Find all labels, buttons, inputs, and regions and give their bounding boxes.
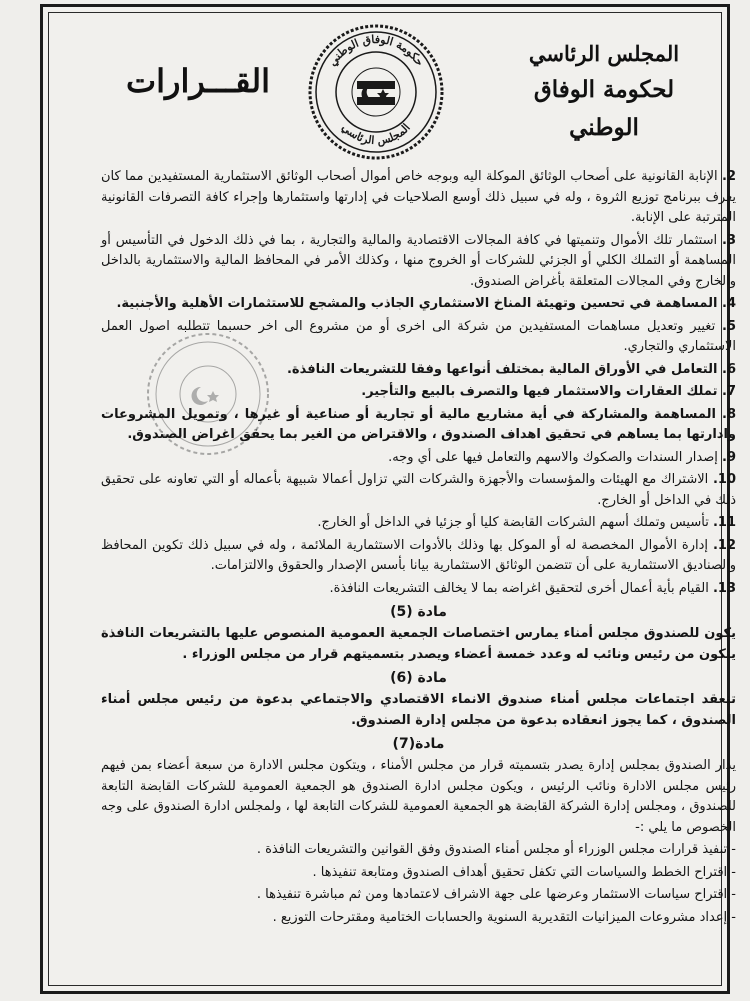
item-text: الإنابة القانونية على أصحاب الوثائق الموكلة اليه وبوجه خاص أموال أصحاب الوثائق الاستثمارية المستفيدين مما كان يعرف ببرنامج توزيع الثروة ، وله في سبيل ذلك أوسع الصلاحيات في إدارتها واستثمارها وإجراء كافة التصرفات القانونية المترتبة على الإنابة. <box>101 169 736 225</box>
list-item <box>101 231 736 293</box>
list-item: - اقتراح سياسات الاستثمار وعرضها على جهة الاشراف لاعتمادها ومن ثم مباشرة تنفيذها . <box>256 887 736 902</box>
article-5-text: يكون للصندوق مجلس أمناء يمارس اختصاصات الجمعية العمومية المنصوص عليها بالتشريعات النافذة يتكون من رئيس ونائب له وعدد خمسة أعضاء ويصدر بتسميتهم قرار من مجلس الوزراء . <box>101 626 736 662</box>
list-item <box>101 382 736 403</box>
item-text: الاشتراك مع الهيئات والمؤسسات والأجهزة والشركات التي تزاول أعمالا شبيهة بأعماله أو التي تعاونه على تحقيق ذلك في الداخل أو الخارج. <box>101 472 736 508</box>
article-6-text: تنعقد اجتماعات مجلس أمناء صندوق الانماء الاقتصادي والاجتماعي بدعوة من رئيس مجلس أمناء الصندوق ، كما يجوز انعقاده بدعوة من مجلس إدارة الصندوق. <box>101 692 736 728</box>
item-text: تأسيس وتملك أسهم الشركات القابضة كليا أو جزئيا في الداخل أو الخارج. <box>317 515 709 530</box>
list-item: - تنفيذ قرارات مجلس الوزراء أو مجلس أمناء الصندوق وفق القوانين والتشريعات النافذة . <box>256 842 736 857</box>
list-item <box>101 317 736 358</box>
list-item <box>101 294 736 315</box>
council-line-2: لحكومة الوفاق الوطني <box>533 76 675 141</box>
council-name <box>499 37 709 147</box>
list-item <box>101 448 736 469</box>
article-7-title: مادة(7) <box>392 736 445 752</box>
svg-text:المجلس الرئاسي <box>338 121 412 148</box>
item-text: استثمار تلك الأموال وتنميتها في كافة المجالات الاقتصادية والمالية والتجارية ، بما في ذلك الدخول في التأسيس أو المساهمة أو التملك الكلي أو الجزئي للشركات أو الخروج منها ، وكذلك الأمر في المحافظ المالية والاستثمارية بالداخل والخارج وفي المجالات المتعلقة بأغراض الصندوق. <box>101 232 736 289</box>
list-item <box>101 536 736 577</box>
list-item <box>101 167 736 229</box>
item-text: القيام بأية أعمال أخرى لتحقيق اغراضه بما لا يخالف التشريعات النافذة. <box>329 580 709 596</box>
article-7-duties <box>101 840 736 928</box>
article-5-title: مادة (5) <box>390 604 447 620</box>
item-text: تغيير وتعديل مساهمات المستفيدين من شركة الى اخرى أو من مشروع الى اخر حسبما تتطلبه اصول العمل الاستثماري والتجاري. <box>101 318 736 354</box>
government-seal <box>305 21 447 163</box>
letterhead <box>43 7 733 157</box>
seal-text-bottom: المجلس الرئاسي <box>339 120 413 148</box>
list-item <box>101 360 736 381</box>
item-text: المساهمة في تحسين وتهيئة المناخ الاستثماري الجاذب والمشجع للاستثمارات الأهلية والأجنبية. <box>116 296 718 311</box>
item-number: 2. <box>721 169 736 184</box>
item-text: إدارة الأموال المخصصة له أو الموكل بها وذلك بالأدوات الاستثمارية الملائمة ، وله في سبيل ذلك تكوين المحافظ والصناديق الاستثمارية على أن تتضمن الوثائق الاستثمارية بيانا بأسس الإصدار والحقوق والالتزامات. <box>101 537 736 573</box>
council-line-1: المجلس الرئاسي <box>528 41 680 66</box>
page-border <box>40 4 737 994</box>
list-item <box>101 513 736 534</box>
decisions-title: القـــرارات <box>126 62 270 100</box>
list-item <box>101 579 736 600</box>
list-item <box>101 405 736 446</box>
item-number: 5. <box>722 318 736 334</box>
item-number: 4. <box>722 296 736 311</box>
list-item: - اقتراح الخطط والسياسات التي تكفل تحقيق أهداف الصندوق ومتابعة تنفيذها . <box>312 864 736 880</box>
item-number: 8. <box>722 406 737 422</box>
item-number: 6. <box>722 361 736 377</box>
item-number: 10. <box>712 472 736 487</box>
item-number: 11. <box>712 515 736 530</box>
item-number: 13. <box>712 580 736 596</box>
item-text: التعامل في الأوراق المالية بمختلف أنواعها وفقا للتشريعات النافذة. <box>286 361 718 377</box>
list-item: - إعداد مشروعات الميزانيات التقديرية السنوية والحسابات الختامية ومقترحات التوزيع . <box>272 909 736 925</box>
item-number: 7. <box>722 384 736 399</box>
seal-text-top: حكومة الوفاق الوطني <box>325 32 427 69</box>
item-text: تملك العقارات والاستثمار فيها والتصرف بالبيع والتأجير. <box>361 384 718 399</box>
item-number: 12. <box>712 537 736 553</box>
article-6-title: مادة (6) <box>390 670 447 686</box>
article-7-text: يدار الصندوق بمجلس إدارة يصدر بتسميته قرار من مجلس الأمناء ، ويتكون مجلس الادارة من سبعة أعضاء بمن فيهم رئيس مجلس الادارة ونائب الرئيس ، ويكون مجلس ادارة الصندوق هو الجمعية العمومية للشركات القابضة التابعة للصندوق ، ومجلس إدارة الشركة القابضة هو الجمعية العمومية للشركات التابعة لها ، ولمجلس ادارة الصندوق على وجه الخصوص ما يلي :- <box>101 758 736 835</box>
item-text: المساهمة والمشاركة في أية مشاريع مالية أو تجارية أو صناعية أو غيرها ، وتمويل المشروعات وادارتها بما يساهم في تحقيق اهداف الصندوق ، والاقتراض من الغير بما يحقق اغراض الصندوق. <box>101 406 736 442</box>
item-text: إصدار السندات والصكوك والاسهم والتعامل فيها على أي وجه. <box>388 449 718 465</box>
list-item <box>101 470 736 511</box>
item-number: 3. <box>722 232 736 248</box>
items-list <box>101 167 736 599</box>
svg-text:حكومة الوفاق الوطني <box>326 33 427 69</box>
decision-body <box>101 167 736 930</box>
item-number: 9. <box>722 449 736 465</box>
